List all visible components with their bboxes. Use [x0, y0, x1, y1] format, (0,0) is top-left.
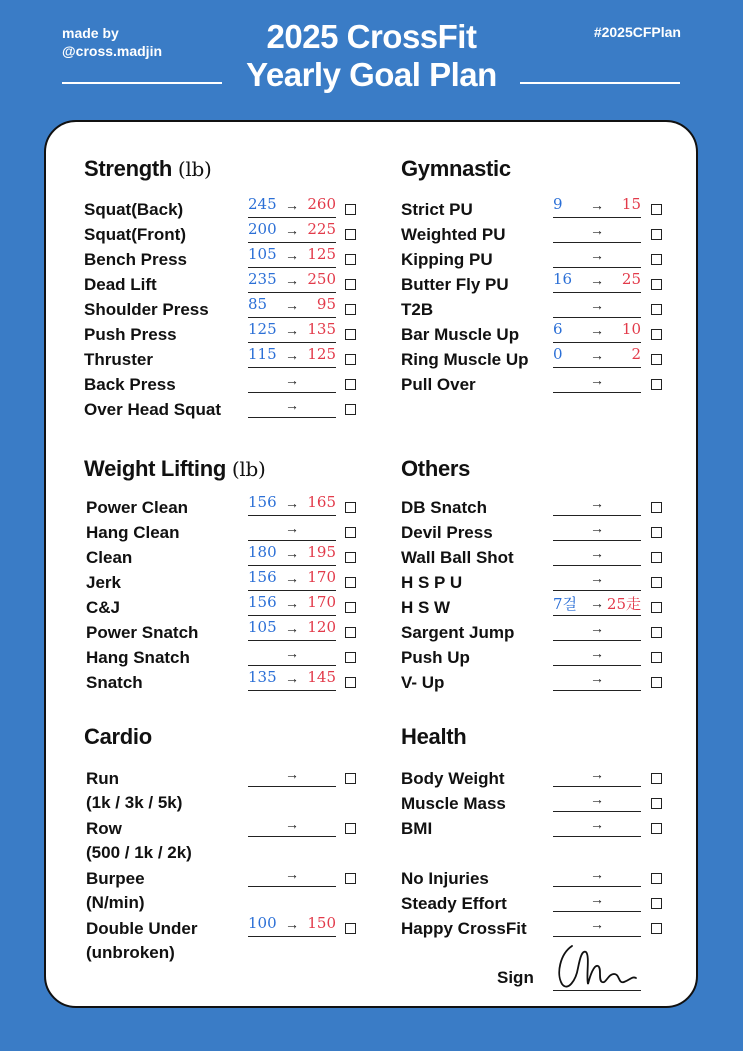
others-item-label: Devil Press: [401, 523, 493, 542]
strength-current-value: 85: [248, 295, 268, 313]
weightlifting-item-label: Power Clean: [86, 498, 189, 517]
others-checkbox[interactable]: [651, 502, 662, 513]
arrow-icon: →: [590, 866, 604, 882]
strength-current-value: 125: [248, 320, 277, 338]
arrow-icon: →: [285, 916, 299, 932]
weightlifting-target-value: 120: [307, 618, 336, 636]
arrow-icon: →: [285, 372, 299, 388]
heading-strength: Strength (lb): [84, 156, 212, 181]
weightlifting-current-value: 135: [248, 668, 277, 686]
arrow-icon: →: [285, 520, 299, 536]
health-checkbox[interactable]: [651, 773, 662, 784]
weightlifting-target-value: 195: [307, 543, 336, 561]
arrow-icon: →: [285, 766, 299, 782]
strength-row: [0, 399, 743, 423]
others-checkbox[interactable]: [651, 677, 662, 688]
gymnastic-item-label: Ring Muscle Up: [401, 350, 529, 369]
health-goal-field[interactable]: [553, 768, 641, 787]
gymnastic-item-label: Strict PU: [401, 200, 473, 219]
gymnastic-item-label: Bar Muscle Up: [401, 325, 520, 344]
arrow-icon: →: [285, 670, 299, 686]
weightlifting-target-value: 145: [307, 668, 336, 686]
made-by-line1: made by: [62, 25, 119, 41]
gymnastic-goal-field[interactable]: [553, 224, 641, 243]
gymnastic-row: [0, 374, 743, 398]
gymnastic-current-value: 0: [553, 345, 563, 363]
heading-gymnastic: Gymnastic: [401, 156, 511, 181]
others-checkbox[interactable]: [651, 552, 662, 563]
weightlifting-current-value: 180: [248, 543, 277, 561]
arrow-icon: →: [285, 866, 299, 882]
strength-target-value: 225: [307, 220, 336, 238]
others-row: [0, 597, 743, 621]
strength-item-label: Over Head Squat: [84, 400, 221, 419]
arrow-icon: →: [590, 916, 604, 932]
others-goal-field[interactable]: [553, 497, 641, 516]
others-row: [0, 672, 743, 696]
health-item-label: Muscle Mass: [401, 794, 506, 813]
gymnastic-row: [0, 224, 743, 248]
strength-item-label: Squat(Back): [84, 200, 184, 219]
strength-target-value: 260: [307, 195, 336, 213]
arrow-icon: →: [285, 595, 299, 611]
arrow-icon: →: [285, 645, 299, 661]
gymnastic-target-value: 10: [621, 320, 641, 338]
strength-unit: (lb): [177, 157, 212, 181]
others-row: [0, 547, 743, 571]
strength-current-value: 200: [248, 220, 277, 238]
arrow-icon: →: [590, 670, 604, 686]
gymnastic-target-value: 25: [621, 270, 641, 288]
weightlifting-current-value: 156: [248, 493, 277, 511]
made-by-handle: @cross.madjin: [62, 43, 163, 59]
health-goal-field[interactable]: [553, 918, 641, 937]
arrow-icon: →: [590, 247, 604, 263]
others-goal-field[interactable]: [553, 672, 641, 691]
strength-item-label: Thruster: [84, 350, 153, 369]
arrow-icon: →: [590, 891, 604, 907]
cardio-target-value: 150: [307, 914, 336, 932]
arrow-icon: →: [285, 495, 299, 511]
arrow-icon: →: [285, 272, 299, 288]
weightlifting-current-value: 156: [248, 593, 277, 611]
weightlifting-item-label: Clean: [86, 548, 133, 567]
others-checkbox[interactable]: [651, 527, 662, 538]
gymnastic-item-label: Weighted PU: [401, 225, 506, 244]
health-row: [0, 918, 743, 942]
signature-scribble: [552, 940, 642, 992]
heading-cardio: Cardio: [84, 724, 152, 749]
strength-target-value: 125: [307, 245, 336, 263]
gymnastic-checkbox[interactable]: [651, 229, 662, 240]
gymnastic-current-value: 16: [553, 270, 573, 288]
cardio-item-label: Run: [86, 769, 120, 788]
gymnastic-checkbox[interactable]: [651, 204, 662, 215]
gymnastic-current-value: 6: [553, 320, 563, 338]
gymnastic-goal-field[interactable]: [553, 299, 641, 318]
cardio-item-label: Double Under: [86, 919, 198, 938]
others-row: [0, 497, 743, 521]
heading-weightlifting: Weight Lifting (lb): [84, 456, 266, 481]
arrow-icon: →: [590, 347, 604, 363]
arrow-icon: →: [590, 620, 604, 636]
arrow-icon: →: [590, 372, 604, 388]
arrow-icon: →: [590, 222, 604, 238]
health-row: [0, 768, 743, 792]
gymnastic-item-label: T2B: [401, 300, 434, 319]
strength-item-label: Shoulder Press: [84, 300, 209, 319]
weightlifting-item-label: Power Snatch: [86, 623, 199, 642]
others-goal-field[interactable]: [553, 647, 641, 666]
weightlifting-current-value: 105: [248, 618, 277, 636]
others-item-label: Sargent Jump: [401, 623, 515, 642]
gymnastic-row: [0, 195, 743, 223]
health-checkbox[interactable]: [651, 898, 662, 909]
arrow-icon: →: [590, 495, 604, 511]
health-checkbox[interactable]: [651, 873, 662, 884]
strength-item-label: Bench Press: [84, 250, 187, 269]
health-goal-field[interactable]: [553, 893, 641, 912]
health-checkbox[interactable]: [651, 823, 662, 834]
arrow-icon: →: [285, 222, 299, 238]
arrow-icon: →: [590, 545, 604, 561]
others-checkbox[interactable]: [651, 577, 662, 588]
arrow-icon: →: [590, 816, 604, 832]
title-line1: 2025 CrossFit: [266, 18, 477, 55]
strength-current-value: 115: [248, 345, 277, 363]
health-item-label: BMI: [401, 819, 433, 838]
arrow-icon: →: [590, 791, 604, 807]
others-item-label: DB Snatch: [401, 498, 487, 517]
weightlifting-item-label: Hang Snatch: [86, 648, 190, 667]
arrow-icon: →: [590, 595, 604, 611]
health-item-label: Steady Effort: [401, 894, 507, 913]
gymnastic-checkbox[interactable]: [651, 279, 662, 290]
cardio-item-label: Burpee: [86, 869, 145, 888]
health-goal-field[interactable]: [553, 818, 641, 837]
weightlifting-item-label: C&J: [86, 598, 121, 617]
gymnastic-row: [0, 270, 743, 298]
gymnastic-item-label: Pull Over: [401, 375, 476, 394]
strength-item-label: Push Press: [84, 325, 177, 344]
gymnastic-checkbox[interactable]: [651, 354, 662, 365]
gymnastic-item-label: Butter Fly PU: [401, 275, 509, 294]
gymnastic-current-value: 9: [553, 195, 563, 213]
arrow-icon: →: [590, 272, 604, 288]
others-row: [0, 522, 743, 546]
others-checkbox[interactable]: [651, 652, 662, 663]
others-item-label: H S W: [401, 598, 451, 617]
others-goal-field[interactable]: [553, 522, 641, 541]
others-target-value: 25走: [606, 595, 641, 613]
arrow-icon: →: [590, 766, 604, 782]
weightlifting-target-value: 170: [307, 568, 336, 586]
strength-checkbox[interactable]: [345, 404, 356, 415]
arrow-icon: →: [285, 545, 299, 561]
gymnastic-item-label: Kipping PU: [401, 250, 493, 269]
strength-target-value: 125: [307, 345, 336, 363]
others-row: [0, 622, 743, 646]
sign-label: Sign: [497, 968, 534, 987]
cardio-item-sublabel: (500 / 1k / 2k): [86, 843, 192, 862]
arrow-icon: →: [590, 520, 604, 536]
title-line2: Yearly Goal Plan: [246, 56, 497, 93]
others-item-label: Push Up: [401, 648, 470, 667]
health-row: [0, 793, 743, 817]
strength-current-value: 245: [248, 195, 277, 213]
strength-item-label: Squat(Front): [84, 225, 186, 244]
others-goal-field[interactable]: [553, 622, 641, 641]
header-divider-right: [520, 82, 680, 84]
gymnastic-target-value: 15: [621, 195, 641, 213]
strength-current-value: 235: [248, 270, 277, 288]
others-goal-field[interactable]: [553, 572, 641, 591]
health-row: [0, 818, 743, 842]
arrow-icon: →: [285, 322, 299, 338]
gymnastic-goal-field[interactable]: [553, 374, 641, 393]
strength-goal-field[interactable]: [248, 399, 336, 418]
others-row: [0, 647, 743, 671]
strength-item-label: Dead Lift: [84, 275, 157, 294]
heading-health: Health: [401, 724, 467, 749]
others-checkbox[interactable]: [651, 627, 662, 638]
others-item-label: V- Up: [401, 673, 445, 692]
gymnastic-goal-field[interactable]: [553, 345, 641, 368]
others-goal-field[interactable]: [553, 597, 641, 616]
weightlifting-unit: (lb): [231, 457, 266, 481]
gymnastic-goal-field[interactable]: [553, 270, 641, 293]
gymnastic-goal-field[interactable]: [553, 249, 641, 268]
gymnastic-goal-field[interactable]: [553, 195, 641, 218]
gymnastic-goal-field[interactable]: [553, 320, 641, 343]
weightlifting-item-label: Snatch: [86, 673, 143, 692]
cardio-item-sublabel: (N/min): [86, 893, 145, 912]
health-goal-field[interactable]: [553, 868, 641, 887]
others-item-label: H S P U: [401, 573, 463, 592]
heading-others: Others: [401, 456, 471, 481]
gymnastic-checkbox[interactable]: [651, 304, 662, 315]
health-goal-field[interactable]: [553, 793, 641, 812]
others-current-value: 7걸: [553, 595, 578, 613]
cardio-item-sublabel: (1k / 3k / 5k): [86, 793, 183, 812]
health-item-label: No Injuries: [401, 869, 489, 888]
arrow-icon: →: [590, 645, 604, 661]
strength-target-value: 95: [316, 295, 336, 313]
arrow-icon: →: [590, 322, 604, 338]
arrow-icon: →: [590, 197, 604, 213]
arrow-icon: →: [285, 570, 299, 586]
arrow-icon: →: [285, 197, 299, 213]
cardio-item-label: Row: [86, 819, 122, 838]
weightlifting-target-value: 165: [307, 493, 336, 511]
gymnastic-row: [0, 345, 743, 373]
gymnastic-checkbox[interactable]: [651, 379, 662, 390]
health-item-label: Body Weight: [401, 769, 505, 788]
arrow-icon: →: [285, 297, 299, 313]
cardio-item-sublabel: (unbroken): [86, 943, 175, 962]
health-item-label: Happy CrossFit: [401, 919, 527, 938]
health-row: [0, 868, 743, 892]
strength-item-label: Back Press: [84, 375, 176, 394]
weightlifting-target-value: 170: [307, 593, 336, 611]
strength-current-value: 105: [248, 245, 277, 263]
gymnastic-target-value: 2: [631, 345, 641, 363]
arrow-icon: →: [285, 620, 299, 636]
strength-target-value: 250: [307, 270, 336, 288]
health-checkbox[interactable]: [651, 923, 662, 934]
gymnastic-checkbox[interactable]: [651, 254, 662, 265]
weightlifting-current-value: 156: [248, 568, 277, 586]
arrow-icon: →: [590, 570, 604, 586]
health-checkbox[interactable]: [651, 798, 662, 809]
others-checkbox[interactable]: [651, 602, 662, 613]
arrow-icon: →: [285, 397, 299, 413]
hashtag: #2025CFPlan: [593, 24, 681, 40]
cardio-current-value: 100: [248, 914, 277, 932]
others-goal-field[interactable]: [553, 547, 641, 566]
arrow-icon: →: [285, 816, 299, 832]
arrow-icon: →: [285, 247, 299, 263]
strength-target-value: 135: [307, 320, 336, 338]
header-divider-left: [62, 82, 222, 84]
others-item-label: Wall Ball Shot: [401, 548, 514, 567]
weightlifting-item-label: Jerk: [86, 573, 121, 592]
health-row: [0, 893, 743, 917]
gymnastic-checkbox[interactable]: [651, 329, 662, 340]
weightlifting-item-label: Hang Clean: [86, 523, 180, 542]
arrow-icon: →: [285, 347, 299, 363]
arrow-icon: →: [590, 297, 604, 313]
